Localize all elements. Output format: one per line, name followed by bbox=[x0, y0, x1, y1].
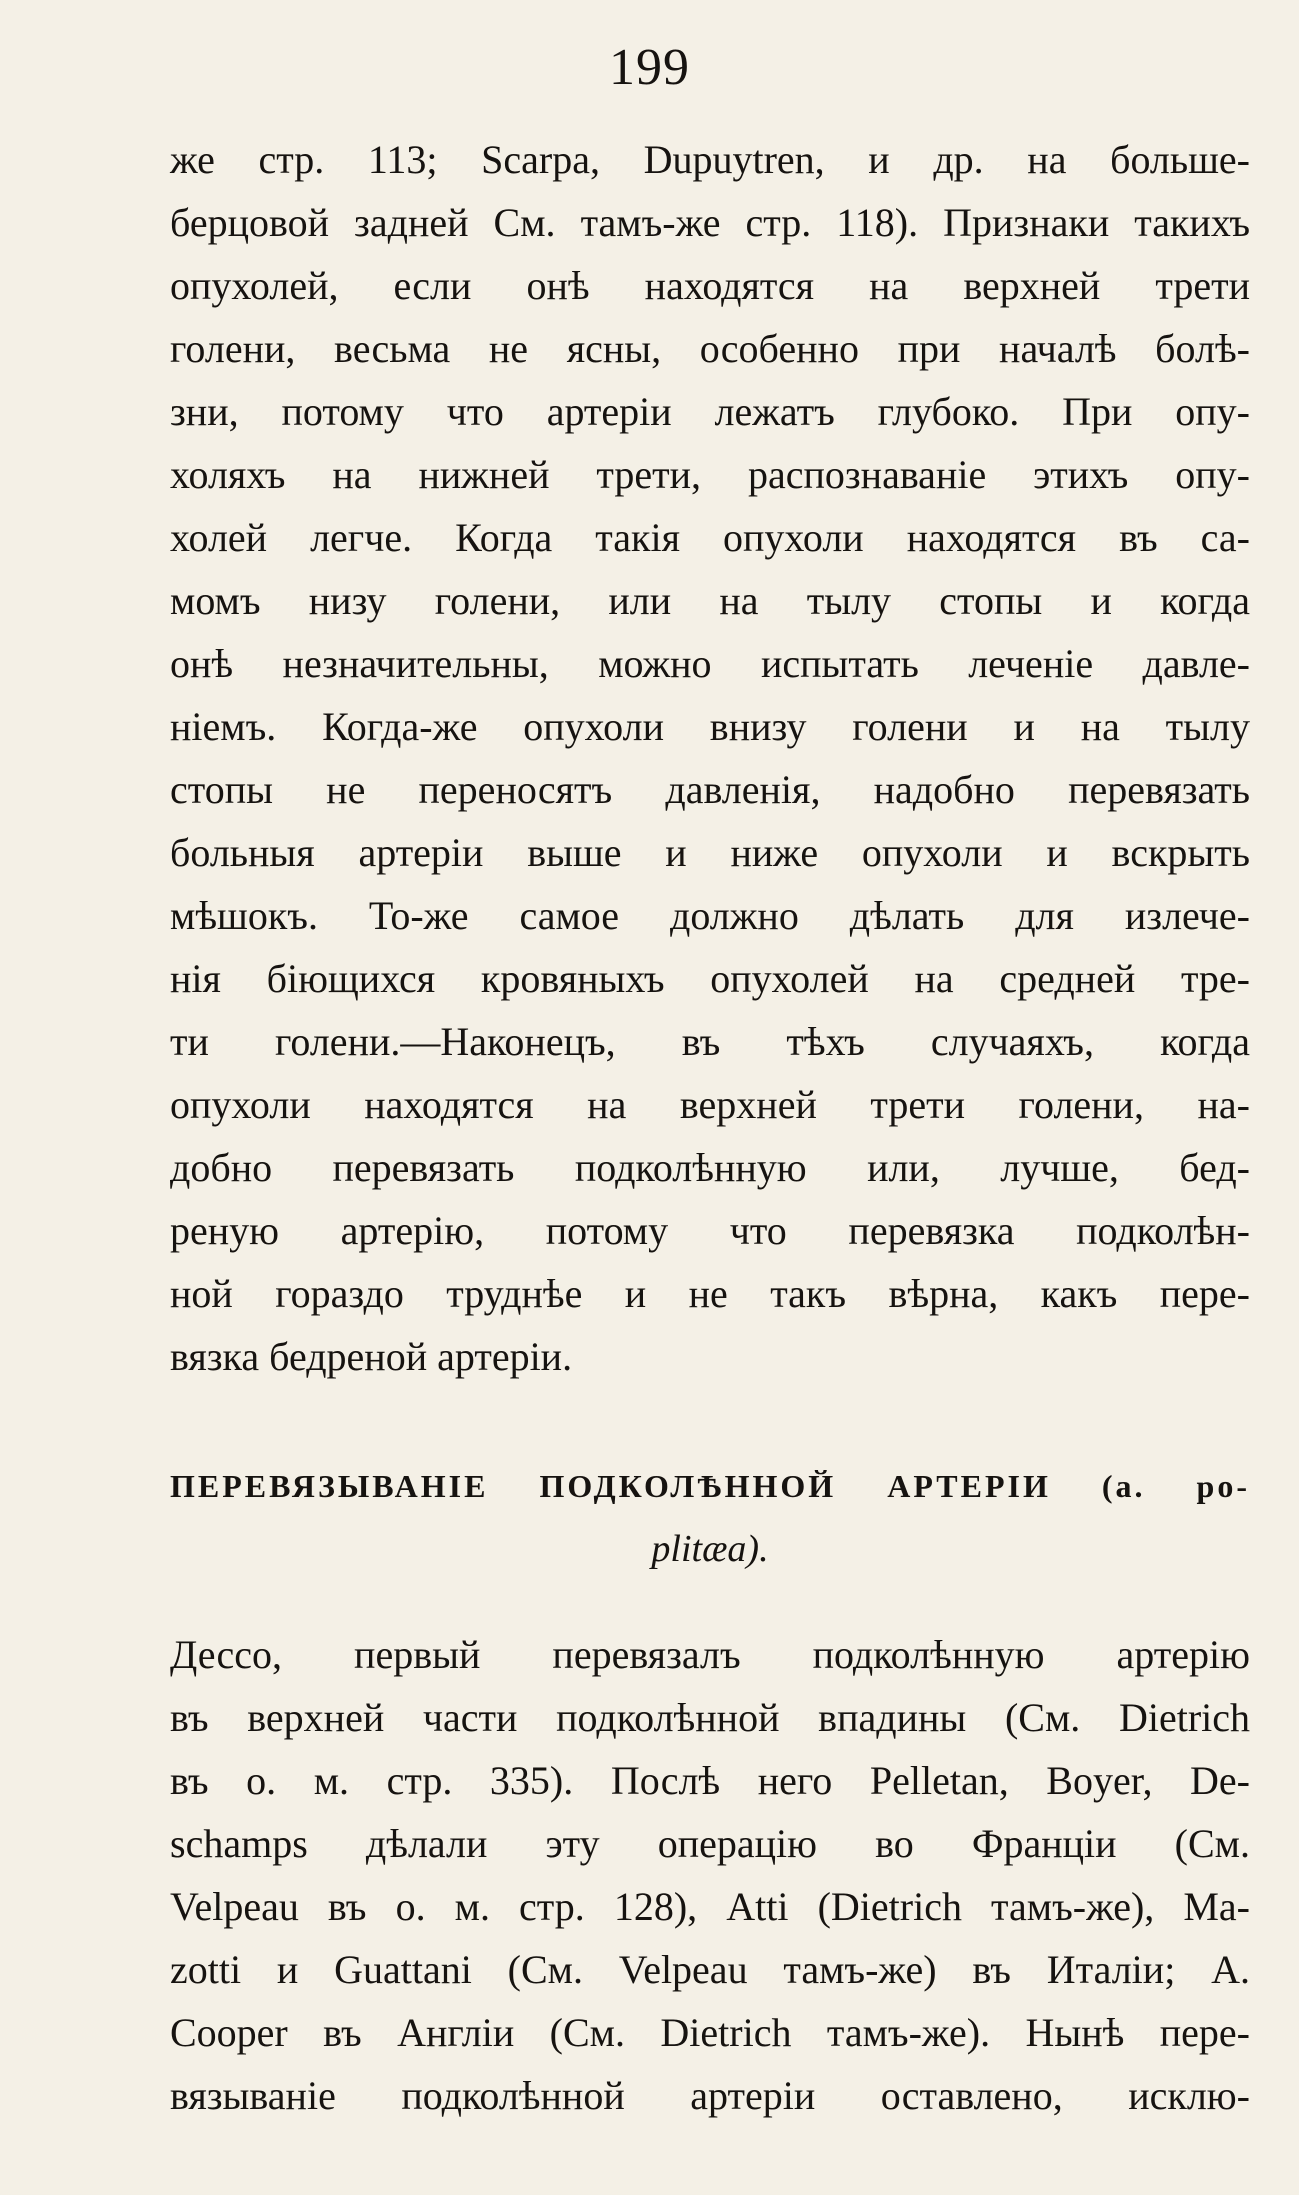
text-line: вязываніе подколѣнной артеріи оставлено, исклю- bbox=[170, 2073, 1250, 2118]
text-line: берцовой задней См. тамъ-же стр. 118). Признаки такихъ bbox=[170, 200, 1250, 245]
text-line: момъ низу голени, или на тылу стопы и когда bbox=[170, 578, 1250, 623]
text-line: реную артерію, потому что перевязка подколѣн- bbox=[170, 1208, 1250, 1253]
text-line: онѣ незначительны, можно испытать леченіе давле- bbox=[170, 641, 1250, 686]
text-line: ти голени.—Наконецъ, въ тѣхъ случаяхъ, когда bbox=[170, 1019, 1250, 1064]
section-heading bbox=[170, 1455, 1250, 1581]
text-line: schamps дѣлали эту операцію во Франціи (См. bbox=[170, 1821, 1250, 1866]
text-line: зни, потому что артеріи лежатъ глубоко. При опу- bbox=[170, 389, 1250, 434]
text-line: Velpeau въ о. м. стр. 128), Atti (Dietrich тамъ-же), Ma- bbox=[170, 1884, 1250, 1929]
heading-line: plitæa). bbox=[651, 1528, 769, 1570]
text-line: опухоли находятся на верхней трети голени, на- bbox=[170, 1082, 1250, 1127]
text-line: вязка бедреной артеріи. bbox=[170, 1334, 573, 1379]
text-line: Дессо, первый перевязалъ подколѣнную артерію bbox=[170, 1632, 1250, 1677]
text-line: больныя артеріи выше и ниже опухоли и вскрыть bbox=[170, 830, 1250, 875]
text-line: zotti и Guattani (См. Velpeau тамъ-же) въ Италіи; A. bbox=[170, 1947, 1250, 1992]
text-line: опухолей, если онѣ находятся на верхней трети bbox=[170, 263, 1250, 308]
text-line: холяхъ на нижней трети, распознаваніе этихъ опу- bbox=[170, 452, 1250, 497]
text-line: ніемъ. Когда-же опухоли внизу голени и на тылу bbox=[170, 704, 1250, 749]
text-line: же стр. 113; Scarpa, Dupuytren, и др. на больше- bbox=[170, 137, 1250, 182]
paragraph-2 bbox=[170, 1623, 1250, 2127]
text-line: ной гораздо труднѣе и не такъ вѣрна, какъ пере- bbox=[170, 1271, 1250, 1316]
text-line: въ верхней части подколѣнной впадины (См. Dietrich bbox=[170, 1695, 1250, 1740]
text-line: холей легче. Когда такія опухоли находятся въ са- bbox=[170, 515, 1250, 560]
heading-line: ПЕРЕВЯЗЫВАНІЕ ПОДКОЛѢННОЙ АРТЕРІИ (a. po- bbox=[170, 1468, 1250, 1504]
paragraph-1 bbox=[170, 128, 1250, 1388]
text-line: мѣшокъ. То-же самое должно дѣлать для излече- bbox=[170, 893, 1250, 938]
text-line: нія біющихся кровяныхъ опухолей на средней тре- bbox=[170, 956, 1250, 1001]
page-number: 199 bbox=[609, 39, 690, 96]
text-line: голени, весьма не ясны, особенно при началѣ болѣ- bbox=[170, 326, 1250, 371]
text-line: добно перевязать подколѣнную или, лучше, бед- bbox=[170, 1145, 1250, 1190]
text-line: стопы не переносятъ давленія, надобно перевязать bbox=[170, 767, 1250, 812]
text-line: Cooper въ Англіи (См. Dietrich тамъ-же). Нынѣ пере- bbox=[170, 2010, 1250, 2055]
text-line: въ о. м. стр. 335). Послѣ него Pelletan, Boyer, De- bbox=[170, 1758, 1250, 1803]
